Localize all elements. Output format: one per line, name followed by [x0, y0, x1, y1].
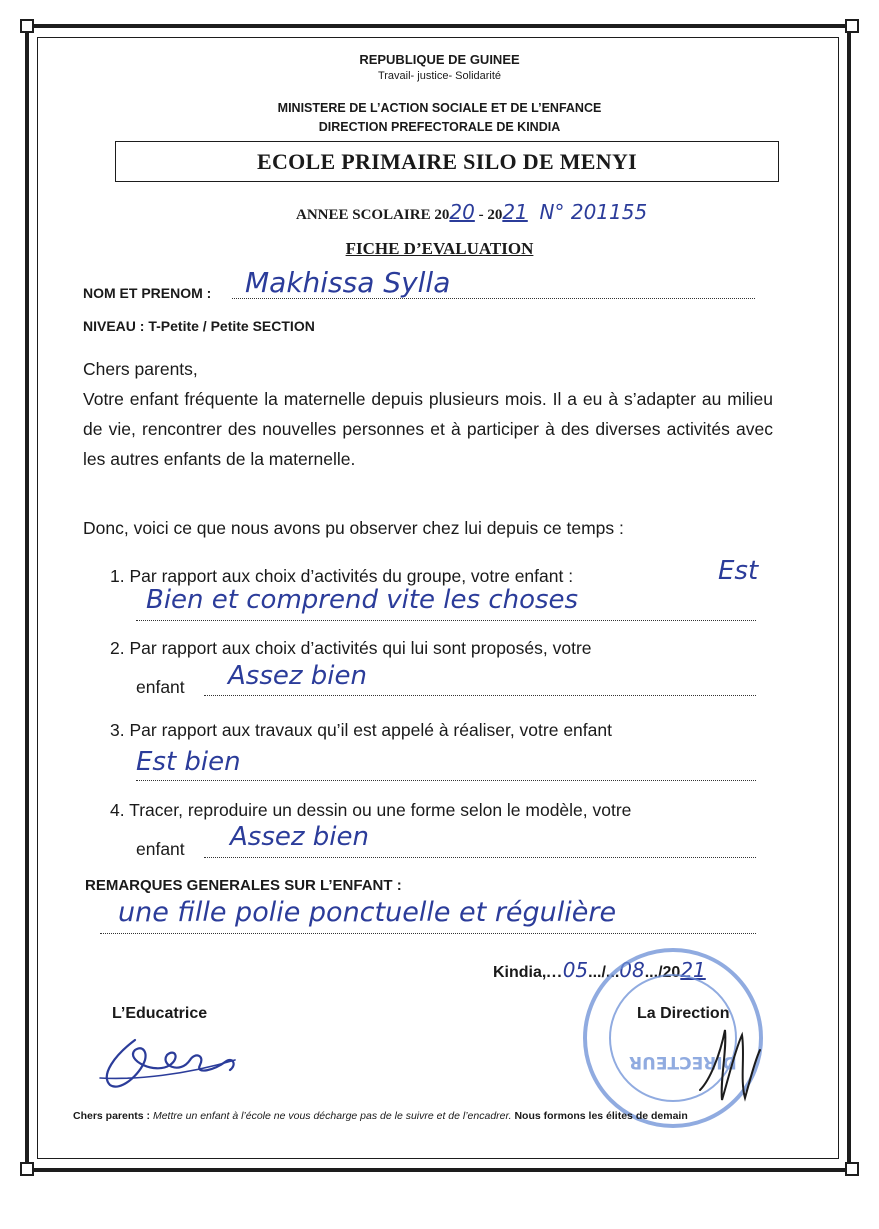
- date-month: 08: [619, 958, 645, 982]
- school-year-end: 21: [502, 200, 528, 224]
- stamp-text: DIRECTEUR: [629, 1052, 737, 1072]
- director-label: La Direction: [637, 1005, 730, 1022]
- director-signature: [690, 1020, 770, 1110]
- question-number: 4.: [110, 800, 125, 820]
- question-number: 1.: [110, 566, 125, 586]
- answer-dotted-line: [136, 620, 756, 621]
- remarks-label: REMARQUES GENERALES SUR L’ENFANT :: [85, 877, 402, 894]
- national-motto: Travail- justice- Solidarité: [377, 70, 502, 82]
- answer-1: Bien et comprend vite les choses: [146, 585, 579, 615]
- date-place: Kindia,: [493, 964, 547, 981]
- answer-dotted-line: [136, 780, 756, 781]
- letter-body: Votre enfant fréquente la maternelle depuis plusieurs mois. Il a eu à s’adapter au milieu de vie, rencontrer des nouvelles personnes et à participer à des diverses activités avec les autres enfants de la maternelle.: [83, 389, 773, 469]
- date-year: 21: [680, 958, 706, 982]
- answer-dotted-line: [204, 857, 756, 858]
- ministry-name: MINISTERE DE L’ACTION SOCIALE ET DE L’ENFANCE: [277, 101, 602, 115]
- answer-2: Assez bien: [228, 661, 367, 691]
- greeting: Chers parents,: [83, 359, 198, 379]
- answer-3: Est bien: [136, 747, 241, 777]
- border-corner: [20, 1162, 34, 1176]
- question-4: [110, 800, 631, 821]
- answer-dotted-line: [204, 695, 756, 696]
- registration-number: N° 201155: [539, 200, 648, 224]
- school-year: [296, 200, 647, 224]
- footer-lead: Chers parents :: [73, 1110, 151, 1122]
- school-year-separator: - 20: [474, 207, 503, 223]
- level-value: T-Petite / Petite SECTION: [148, 318, 315, 334]
- footer-slogan: Nous formons les élites de demain: [514, 1110, 688, 1122]
- remarks-dotted-line: [100, 933, 756, 934]
- form-title: FICHE D’EVALUATION: [345, 239, 534, 258]
- question-text: Par rapport aux choix d’activités du groupe, votre enfant :: [129, 566, 574, 586]
- educator-label: L’Educatrice: [112, 1005, 208, 1022]
- letter-intro: Donc, voici ce que nous avons pu observer chez lui depuis ce temps :: [83, 518, 624, 538]
- answer-1-start: Est: [718, 556, 759, 586]
- question-2-continuation: enfant: [136, 677, 185, 697]
- footer-text: Mettre un enfant à l’école ne vous décharge pas de le suivre et de l’encadrer.: [150, 1110, 515, 1122]
- student-name: Makhissa Sylla: [245, 266, 451, 299]
- country-name: REPUBLIQUE DE GUINEE: [359, 52, 520, 67]
- educator-signature: [95, 1030, 245, 1100]
- level-row: [83, 318, 315, 334]
- direction-name: DIRECTION PREFECTORALE DE KINDIA: [318, 120, 561, 134]
- question-text: Tracer, reproduire un dessin ou une forme selon le modèle, votre: [129, 800, 632, 820]
- name-label: NOM ET PRENOM :: [83, 285, 212, 301]
- question-number: 2.: [110, 638, 125, 658]
- question-2: [110, 638, 592, 659]
- date-day: 05: [562, 958, 589, 982]
- border-corner: [845, 19, 859, 33]
- question-1: [110, 566, 573, 587]
- border-corner: [20, 19, 34, 33]
- school-year-label: ANNEE SCOLAIRE 20: [296, 207, 450, 223]
- question-4-continuation: enfant: [136, 839, 185, 859]
- answer-4: Assez bien: [230, 822, 369, 852]
- question-number: 3.: [110, 720, 125, 740]
- remarks-value: une fille polie ponctuelle et régulière: [118, 897, 617, 928]
- question-text: Par rapport aux travaux qu’il est appelé à réaliser, votre enfant: [129, 720, 612, 740]
- school-name: ECOLE PRIMAIRE SILO DE MENYI: [256, 148, 637, 174]
- school-year-start: 20: [449, 200, 475, 224]
- level-label: NIVEAU :: [83, 318, 145, 334]
- date-line: Kindia,...05.../...08.../2021: [493, 958, 706, 982]
- school-name-box: [115, 141, 779, 182]
- question-3: [110, 720, 612, 741]
- footer-note: [73, 1110, 688, 1122]
- border-corner: [845, 1162, 859, 1176]
- question-text: Par rapport aux choix d’activités qui lui sont proposés, votre: [129, 638, 592, 658]
- date-year-prefix: /20: [658, 964, 681, 981]
